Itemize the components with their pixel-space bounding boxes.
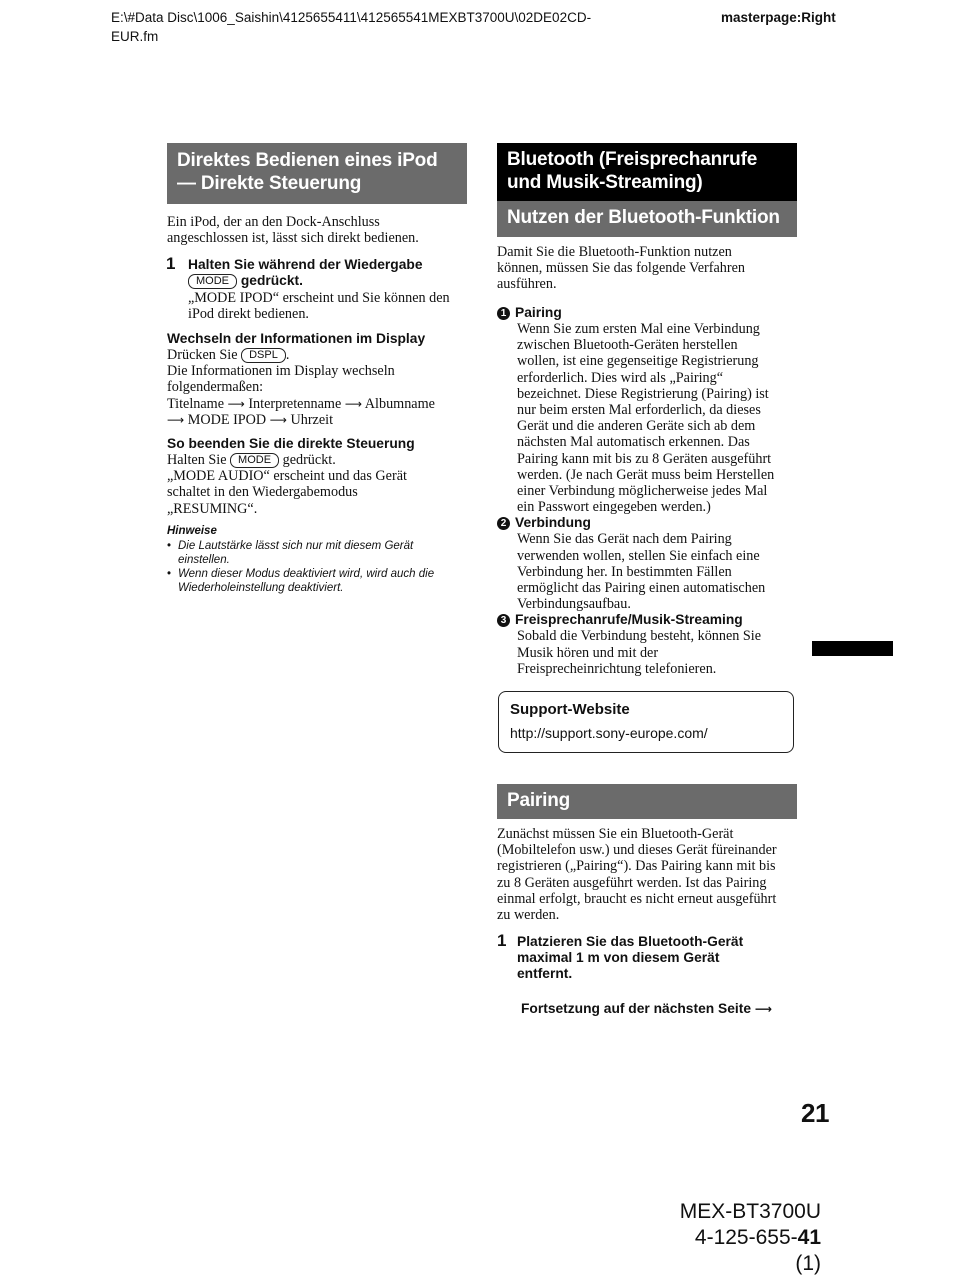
section-heading-pairing	[497, 784, 797, 819]
section-heading-ipod	[167, 143, 467, 204]
text-line: „MODE AUDIO“ erscheint und das Gerät	[167, 468, 407, 485]
text-line: entfernt.	[517, 966, 573, 981]
bullet-icon: •	[167, 540, 172, 552]
text-line: Sobald die Verbindung besteht, können Sie	[517, 628, 762, 645]
subheading-display: Wechseln der Informationen im Display	[167, 331, 426, 346]
note-item	[167, 567, 467, 595]
arrow-right-icon: ⟶	[754, 1002, 773, 1016]
text-fragment: 4-125-655-	[694, 1226, 798, 1249]
text-fragment: Verbindung	[515, 515, 591, 531]
text-line: Wiederholeinstellung deaktiviert.	[178, 582, 344, 594]
text-line: einer Verbindung möglicherweise jedes Mal	[517, 483, 768, 500]
text-fragment: gedrückt.	[282, 452, 336, 468]
heading-line: Bluetooth (Freisprechanrufe	[507, 149, 758, 170]
text-line	[167, 452, 467, 468]
arrow-right-icon: ⟶	[167, 412, 185, 427]
circled-number-icon: 2	[497, 517, 510, 530]
procedure-item-text	[497, 628, 802, 677]
arrow-right-icon: ⟶	[269, 412, 287, 427]
text-line: wollen, ist eine gegenseitige Registrierung	[517, 353, 759, 370]
step-description	[188, 290, 473, 322]
pairing-step-instruction	[517, 934, 802, 982]
text-line: ein Passwort eingegeben werden.)	[517, 499, 711, 516]
text-fragment: Pairing	[515, 305, 562, 320]
text-line: Verbindung her. In bestimmten Fällen	[517, 563, 732, 580]
circled-number-icon: 3	[497, 614, 510, 627]
text-line: erforderlich. Dies wird als „Pairing“	[517, 369, 724, 386]
heading-line: Nutzen der Bluetooth-Funktion	[507, 207, 780, 228]
sequence-item: Titelname	[167, 395, 225, 412]
support-url-link[interactable]: http://support.sony-europe.com/	[510, 725, 708, 741]
text-line: Gerät und die anderen Geräte sich ab dem	[517, 418, 756, 435]
text-line: Halten Sie während der Wiedergabe	[188, 257, 423, 272]
text-line: Die Lautstärke lässt sich nur mit diesem Gerät	[178, 540, 414, 552]
text-fragment: .	[285, 347, 290, 363]
masterpage-label: masterpage:Right	[721, 10, 836, 25]
display-info-text	[167, 347, 467, 428]
text-line: nächsten Mal automatisch erkennen. Das	[517, 434, 750, 451]
model-name: MEX-BT3700U	[679, 1200, 821, 1223]
text-line: können, müssen Sie das folgende Verfahren	[497, 260, 745, 277]
text-line: nur beim ersten Mal erforderlich, da dieses	[517, 402, 761, 419]
text-fragment: (1)	[795, 1252, 821, 1275]
text-line: Platzieren Sie das Bluetooth-Gerät	[517, 934, 744, 949]
section-heading-bluetooth	[497, 143, 797, 201]
text-fragment: Fortsetzung auf der nächsten Seite	[521, 1001, 751, 1016]
notes-title: Hinweise	[167, 525, 217, 537]
text-line: Damit Sie die Bluetooth-Funktion nutzen	[497, 244, 732, 260]
text-line: ermöglicht das Pairing einen automatischen	[517, 580, 766, 597]
text-line: Musik hören und mit der	[517, 644, 659, 661]
text-line: Pairing kann mit bis zu 8 Geräten ausgeführt	[517, 450, 772, 467]
text-line: Die Informationen im Display wechseln	[167, 363, 395, 380]
text-line: folgendermaßen:	[167, 379, 264, 396]
step-instruction	[188, 257, 473, 289]
section-heading-use-bluetooth	[497, 201, 797, 237]
dspl-button: DSPL	[241, 348, 286, 363]
step-number: 1	[497, 931, 507, 950]
support-title: Support-Website	[510, 701, 630, 718]
arrow-right-icon: ⟶	[227, 396, 245, 411]
sequence-item: Albumname	[364, 395, 435, 412]
heading-line: und Musik-Streaming)	[507, 172, 703, 193]
text-fragment: gedrückt.	[240, 273, 303, 288]
subheading-end-control: So beenden Sie die direkte Steuerung	[167, 436, 415, 451]
sequence-item: Uhrzeit	[290, 411, 334, 428]
text-line: „MODE IPOD“ erscheint und Sie können den	[188, 290, 450, 306]
file-path-line1: E:\#Data Disc\1006_Saishin\4125655411\412565541MEXBT3700U\02DE02CD-	[111, 10, 592, 25]
procedure-item-title	[497, 515, 802, 531]
notes-list	[167, 539, 467, 595]
circled-number-icon: 1	[497, 307, 510, 320]
text-line	[188, 273, 473, 289]
text-line: Wenn dieser Modus deaktiviert wird, wird auch die	[178, 568, 435, 580]
text-line: zu werden.	[497, 907, 560, 924]
bluetooth-procedure	[497, 305, 802, 677]
text-line: maximal 1 m von diesem Gerät	[517, 950, 720, 965]
text-line	[167, 396, 467, 412]
text-line: zwischen Bluetooth-Geräten herstellen	[517, 337, 738, 354]
end-control-text	[167, 452, 467, 517]
text-line: Wenn Sie zum ersten Mal eine Verbindung	[517, 321, 760, 337]
text-line: Ein iPod, der an den Dock-Anschluss	[167, 214, 380, 230]
text-line: „RESUMING“.	[167, 500, 258, 517]
text-line: bezeichnet. Diese Registrierung (Pairing) ist	[517, 385, 769, 402]
text-line: werden. (Je nach Gerät muss beim Herstellen	[517, 466, 775, 483]
procedure-item-title	[497, 612, 802, 628]
procedure-item-text	[497, 321, 802, 515]
text-line	[167, 347, 467, 363]
text-fragment: 41	[797, 1226, 821, 1249]
text-line: Verbindungsaufbau.	[517, 596, 631, 613]
text-line: iPod direkt bedienen.	[188, 306, 309, 323]
text-line: (Mobiltelefon usw.) und dieses Gerät füreinander	[497, 842, 777, 859]
pairing-intro	[497, 826, 802, 923]
ipod-intro	[167, 214, 467, 246]
support-website-box	[498, 691, 794, 753]
text-fragment: Freisprechanrufe/Musik-Streaming	[515, 612, 743, 628]
heading-line: Direktes Bedienen eines iPod	[177, 150, 438, 171]
text-line: Zunächst müssen Sie ein Bluetooth-Gerät	[497, 826, 734, 842]
procedure-item-text	[497, 531, 802, 612]
text-line: schaltet in den Wiedergabemodus	[167, 484, 358, 501]
text-line	[167, 412, 467, 428]
mode-button: MODE	[188, 274, 237, 289]
procedure-item-title	[497, 305, 802, 321]
file-path	[111, 8, 591, 46]
note-item	[167, 539, 467, 567]
heading-line: Pairing	[507, 790, 571, 811]
heading-line: — Direkte Steuerung	[177, 173, 362, 194]
bullet-icon: •	[167, 568, 172, 580]
text-line: einmal erfolgt, braucht es nicht erneut ausgeführt	[497, 890, 777, 907]
text-line: Freisprecheinrichtung telefonieren.	[517, 660, 717, 677]
continue-note	[521, 1001, 772, 1017]
arrow-right-icon: ⟶	[344, 396, 363, 411]
part-code	[665, 1225, 821, 1277]
mode-button: MODE	[230, 453, 279, 468]
text-line: Wenn Sie das Gerät nach dem Pairing	[517, 531, 732, 548]
text-line: verwenden wollen, stellen Sie einfach eine	[517, 547, 760, 564]
bluetooth-intro	[497, 244, 797, 293]
model-info	[665, 1199, 821, 1277]
text-line: registrieren („Pairing“). Das Pairing kann mit bis	[497, 858, 776, 875]
text-fragment: Drücken Sie	[167, 347, 238, 363]
text-line: angeschlossen ist, lässt sich direkt bedienen.	[167, 230, 419, 247]
file-path-line2: EUR.fm	[111, 29, 159, 44]
text-line: zu 8 Geräten ausgeführt werden. Ist das Pairing	[497, 874, 767, 891]
step-number: 1	[166, 254, 176, 273]
text-fragment: Halten Sie	[167, 452, 227, 468]
sequence-item: MODE IPOD	[187, 411, 267, 428]
text-line: einstellen.	[178, 554, 230, 566]
sequence-item: Interpretenname	[248, 395, 342, 412]
page-number: 21	[801, 1098, 829, 1128]
side-tab-marker	[812, 641, 893, 656]
text-line: ausführen.	[497, 276, 557, 293]
